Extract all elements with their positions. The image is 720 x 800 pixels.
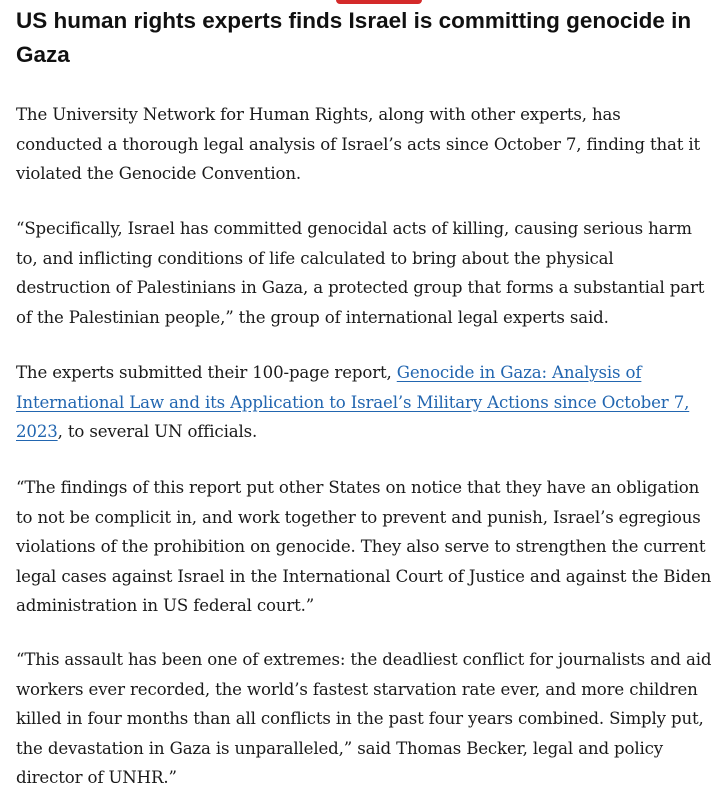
- report-link[interactable]: Genocide in Gaza: Analysis of International Law and its Application to Israel’s Military Actions since October 7, 2023: [16, 363, 690, 442]
- article-headline: US human rights experts finds Israel is committing genocide in Gaza: [16, 8, 692, 67]
- article-paragraph: “The findings of this report put other States on notice that they have an obligation to not be complicit in, and work together to prevent and punish, Israel’s egregious violations of the prohibition on genocide. They also serve to strengthen the current legal cases against Israel in the International Court of Justice and against the Biden administration in US federal court.”: [16, 478, 712, 616]
- paragraph-text: The experts submitted their 100-page report,: [16, 363, 397, 382]
- article-paragraph: “Specifically, Israel has committed genocidal acts of killing, causing serious harm to, and inflicting conditions of life calculated to bring about the physical destruction of Palestinians in Gaza, a protected group that forms a substantial part of the Palestinian people,” the group of international legal experts said.: [16, 219, 705, 327]
- article-paragraph: The University Network for Human Rights, along with other experts, has conducted a thorough legal analysis of Israel’s acts since October 7, finding that it violated the Genocide Convention.: [16, 105, 701, 184]
- article-paragraph: [16, 358, 712, 447]
- article-paragraph: “This assault has been one of extremes: the deadliest conflict for journalists and aid workers ever recorded, the world’s fastest starvation rate ever, and more children killed in four months than all conflicts in the past four years combined. Simply put, the devastation in Gaza is unparalleled,” said Thomas Becker, legal and policy director of UNHR.”: [16, 650, 712, 788]
- paragraph-text: , to several UN officials.: [57, 422, 258, 442]
